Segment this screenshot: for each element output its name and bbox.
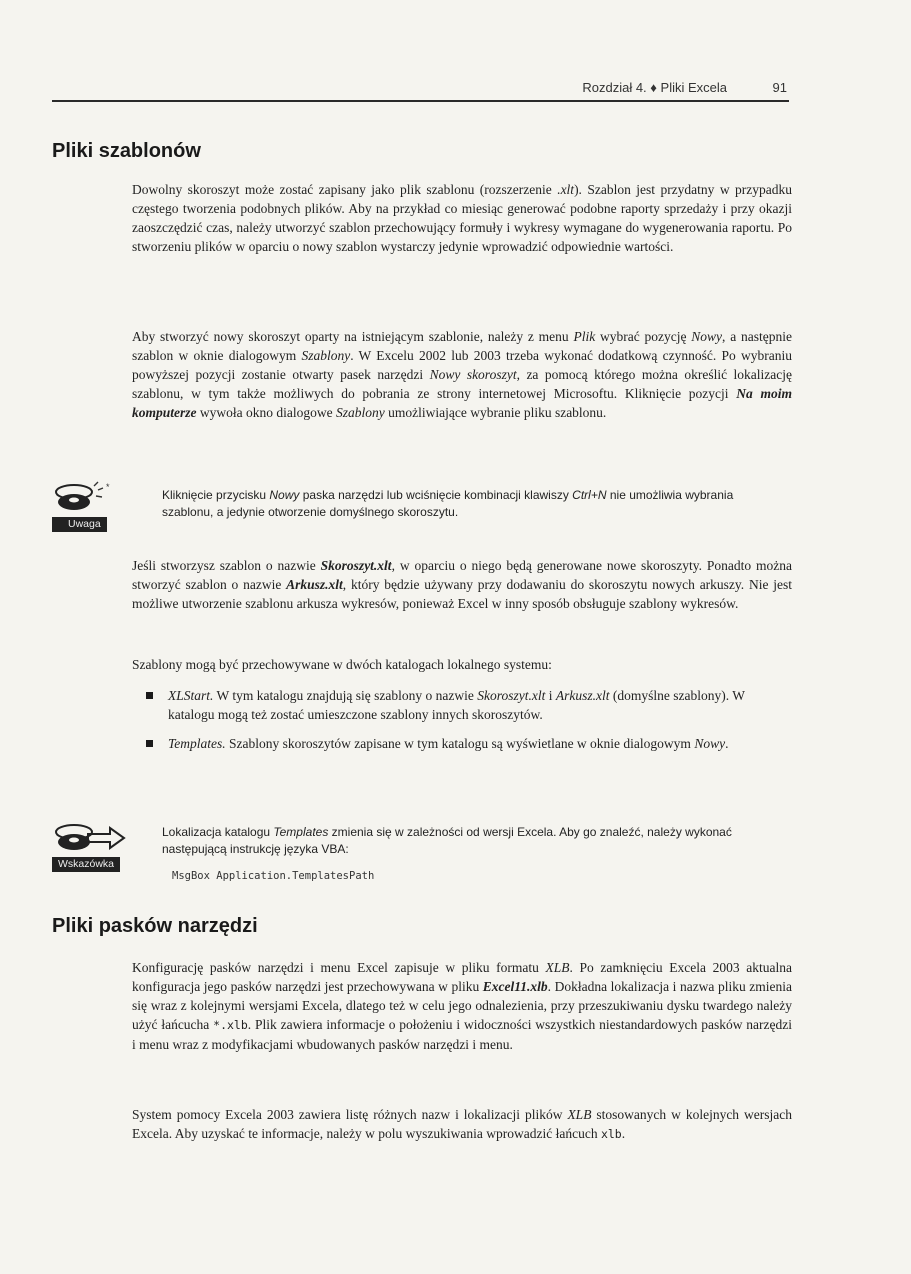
section-heading-toolbars: Pliki pasków narzędzi [52, 915, 258, 937]
code-templates-path: MsgBox Application.TemplatesPath [172, 870, 375, 882]
page-number: 91 [772, 80, 787, 95]
paragraph-templates-intro: Dowolny skoroszyt może zostać zapisany jako plik szablonu (rozszerzenie .xlt). Szablon jest przydatny w przypadku częstego tworzenia podobnych plików. Aby na przykład co miesiąc generować podobne raporty sprzedaży i przy okazji zaoszczędzić czas, należy utworzyć szablon przechowujący formuły i wykresy wymagane do wygenerowania raportu. Po stworzeniu plików w oparciu o nowy szablon wystarczy jedynie wprowadzić odpowiednie wartości. [132, 182, 792, 254]
paragraph-xlb-files: Konfigurację pasków narzędzi i menu Excel zapisuje w pliku formatu XLB. Po zamknięciu Excela 2003 aktualna konfiguracja jego pasków narzędzi jest przechowywana w pliku Excel11.xlb. Dokładna lokalizacja i nazwa pliku zmienia się wraz z kolejnymi wersjami Excela, dlatego też w celu jego odnalezienia, przy przeszukiwaniu dysku twardego należy użyć łańcucha *.xlb. Plik zawiera informacje o położeniu i widoczności wszystkich niestandardowych pasków narzędzi i menu wraz z modyfikacjami wbudowanych pasków narzędzi i menu. [132, 960, 793, 1052]
list-item-xlstart: XLStart. W tym katalogu znajdują się szablony o nazwie Skoroszyt.xlt i Arkusz.xlt (domyślne szablony). W katalogu mogą też zostać umieszczone szablony innych skoroszytów. [142, 686, 792, 724]
header-rule [52, 100, 789, 102]
directory-list [142, 686, 792, 763]
paragraph-default-templates: Jeśli stworzysz szablon o nazwie Skoroszyt.xlt, w oparciu o niego będą generowane nowe skoroszyty. Ponadto można stworzyć szablon o nazwie Arkusz.xlt, który będzie używany przy dodawaniu do skoroszytu nowych arkuszy. Nie jest możliwe utworzenie szablonu arkusza wykresów, ponieważ Excel w inny sposób obsługuje szablony wykresów. [132, 558, 793, 611]
note-icon-box [52, 478, 142, 532]
paragraph-help-system: System pomocy Excela 2003 zawiera listę różnych nazw i lokalizacji plików XLB stosowanych w kolejnych wersjach Excela. Aby uzyskać te informacje, należy w polu wyszukiwania wprowadzić łańcuch xlb. [132, 1107, 792, 1141]
list-item-templates: Templates. Szablony skoroszytów zapisane w tym katalogu są wyświetlane w oknie dialogowym Nowy. [142, 734, 792, 753]
note-label: Uwaga [52, 517, 107, 532]
paragraph-create-from-template: Aby stworzyć nowy skoroszyt oparty na istniejącym szablonie, należy z menu Plik wybrać pozycję Nowy, a następnie szablon w oknie dialogowym Szablony. W Excelu 2002 lub 2003 trzeba wykonać dodatkową czynność. Po wybraniu powyższej pozycji zostanie otwarty pasek narzędzi Nowy skoroszyt, za pomocą którego można określić lokalizację szablonu, w tym także możliwych do pobrania ze strony internetowej Microsoftu. Kliknięcie pozycji Na moim komputerze wywoła okno dialogowe Szablony umożliwiające wybranie pliku szablonu. [132, 329, 793, 420]
warning-disc-icon [52, 478, 132, 518]
tip-disc-arrow-icon [52, 818, 132, 858]
svg-text:*: * [106, 482, 110, 492]
tip-icon-box [52, 818, 152, 872]
running-title: Rozdział 4. ♦ Pliki Excela [582, 80, 727, 95]
bullet-square-icon [146, 692, 153, 699]
tip-label: Wskazówka [52, 857, 120, 872]
note-ctrl-n: Kliknięcie przycisku Nowy paska narzędzi lub wciśnięcie kombinacji klawiszy Ctrl+N nie umożliwia wybrania szablonu, a jedynie otworzenie domyślnego skoroszytu. [162, 488, 734, 519]
running-header [52, 80, 787, 102]
bullet-square-icon [146, 740, 153, 747]
paragraph-directories: Szablony mogą być przechowywane w dwóch katalogach lokalnego systemu: [132, 657, 552, 672]
tip-templates-path: Lokalizacja katalogu Templates zmienia się w zależności od wersji Excela. Aby go znaleźć, należy wykonać następującą instrukcję języka VBA: [162, 825, 732, 856]
section-heading-templates: Pliki szablonów [52, 140, 201, 162]
